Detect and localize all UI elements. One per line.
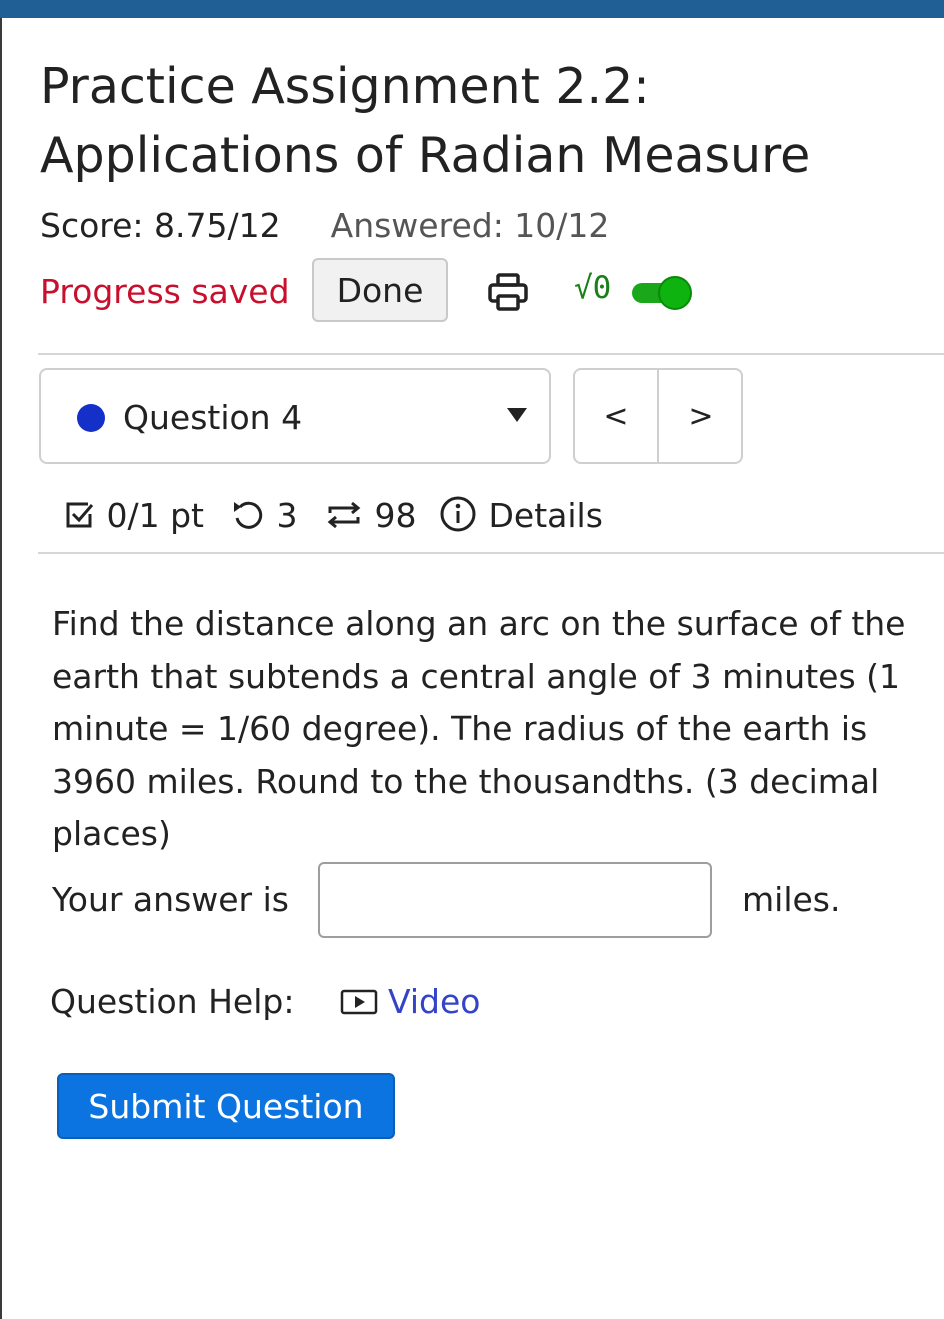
answer-input[interactable]: [318, 862, 712, 938]
done-button[interactable]: Done: [312, 258, 448, 322]
attempts-icon: [324, 498, 364, 532]
attempts-count: 98: [374, 496, 417, 535]
details-link[interactable]: [438, 494, 603, 538]
retry-icon: [230, 498, 266, 532]
points-text: 0/1 pt: [106, 496, 204, 535]
submit-question-button[interactable]: Submit Question: [57, 1073, 395, 1139]
video-help-link[interactable]: Video: [388, 982, 481, 1021]
math-entry-toggle[interactable]: [632, 276, 702, 308]
score-row: [40, 204, 609, 248]
answer-row: [52, 862, 932, 940]
retries-item: [230, 494, 298, 538]
question-help-row: [50, 980, 930, 1026]
question-select[interactable]: [39, 368, 551, 464]
divider: [38, 353, 944, 355]
question-meta-row: [62, 494, 942, 540]
math-entry-icon: √0: [574, 270, 612, 306]
printer-icon[interactable]: [486, 272, 530, 312]
top-header-bar: [0, 0, 944, 18]
toggle-knob: [658, 276, 692, 310]
left-border: [0, 18, 2, 1319]
score-text: Score: 8.75/12: [40, 206, 281, 245]
details-label: Details: [488, 496, 603, 535]
video-icon[interactable]: [340, 989, 378, 1015]
points-item: [62, 494, 204, 538]
page-title: Practice Assignment 2.2: Applications of Radian Measure: [40, 58, 811, 184]
attempts-item: [324, 494, 417, 538]
status-row: [40, 258, 740, 324]
question-nav-group: [573, 368, 743, 464]
checkbox-icon: [62, 498, 96, 532]
question-status-dot: [77, 404, 105, 432]
divider: [38, 552, 944, 554]
next-question-button[interactable]: >: [659, 370, 743, 462]
answered-text: Answered: 10/12: [330, 206, 610, 245]
answer-prefix: Your answer is: [52, 880, 289, 919]
question-select-label: Question 4: [123, 398, 303, 437]
progress-saved-text: Progress saved: [40, 272, 290, 311]
previous-question-button[interactable]: <: [575, 370, 659, 462]
question-text: Find the distance along an arc on the surface of the earth that subtends a central angle of 3 minutes (1 minute = 1/60 degree). The radius of the earth is 3960 miles. Round to the thousandths. (3 decimal places): [52, 604, 906, 853]
retries-count: 3: [276, 496, 298, 535]
question-help-label: Question Help:: [50, 982, 295, 1021]
answer-unit: miles.: [742, 880, 841, 919]
caret-down-icon: [507, 408, 527, 422]
info-icon: [438, 494, 478, 534]
